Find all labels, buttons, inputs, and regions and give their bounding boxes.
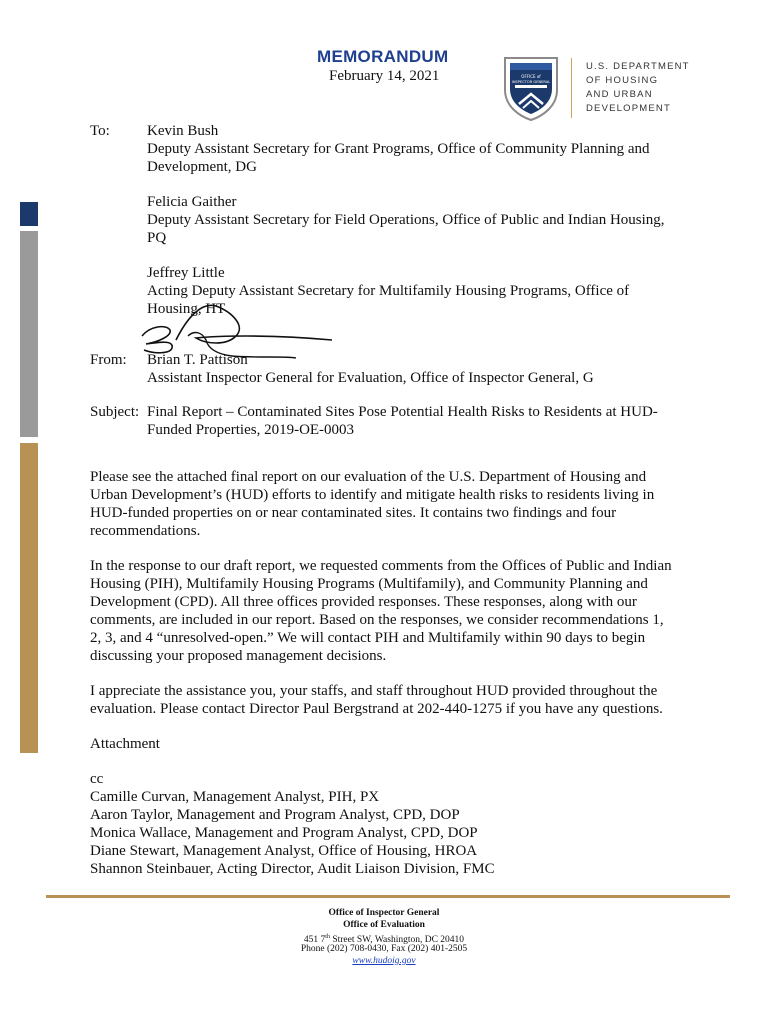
cc-label: cc: [90, 771, 104, 787]
cc-item: Monica Wallace, Management and Program Analyst, CPD, DOP: [90, 825, 478, 841]
dept-line-2: OF HOUSING: [586, 75, 659, 86]
subject-line: Funded Properties, 2019-OE-0003: [147, 422, 355, 438]
oig-seal-icon: [501, 54, 561, 122]
dept-line-3: AND URBAN: [586, 89, 653, 100]
footer-office: Office of Inspector General: [328, 908, 440, 918]
recipient-name: Kevin Bush: [147, 123, 219, 139]
subject-line: Final Report – Contaminated Sites Pose Potential Health Risks to Residents at HUD-: [147, 404, 658, 420]
body-line: Development (CPD). All three offices provided responses. These responses, along with our: [90, 594, 637, 610]
recipient-title: Housing, HT: [147, 301, 226, 317]
recipient-title: Deputy Assistant Secretary for Field Operations, Office of Public and Indian Housing,: [147, 212, 665, 228]
body-line: Housing (PIH), Multifamily Housing Programs (Multifamily), and Community Planning and: [90, 576, 648, 592]
recipient-title: Development, DG: [147, 159, 257, 175]
side-bar-gold: [20, 443, 38, 753]
body-line: HUD-funded properties on or near contaminated sites. It contains two findings and four: [90, 505, 617, 521]
body-line: Urban Development’s (HUD) efforts to identify and mitigate health risks to residents living in: [90, 487, 655, 503]
body-line: recommendations.: [90, 523, 201, 539]
recipient-title: PQ: [147, 230, 167, 246]
subject-label: Subject:: [90, 404, 140, 420]
cc-item: Aaron Taylor, Management and Program Analyst, CPD, DOP: [90, 807, 460, 823]
body-line: evaluation. Please contact Director Paul Bergstrand at 202-440-1275 if you have any questions.: [90, 701, 663, 717]
to-label: To:: [90, 123, 110, 139]
body-line: Please see the attached final report on our evaluation of the U.S. Department of Housing and: [90, 469, 647, 485]
cc-item: Camille Curvan, Management Analyst, PIH, PX: [90, 789, 380, 805]
body-line: discussing your proposed management decisions.: [90, 648, 387, 664]
footer-divider: [46, 895, 730, 898]
side-bar-gray: [20, 231, 38, 437]
body-line: In the response to our draft report, we requested comments from the Offices of Public and Indian: [90, 558, 672, 574]
svg-text:INSPECTOR GENERAL: INSPECTOR GENERAL: [511, 80, 551, 84]
attachment-label: Attachment: [90, 736, 160, 752]
footer-website-wrap: [0, 955, 768, 967]
dept-line-1: U.S. DEPARTMENT: [586, 61, 690, 72]
dept-divider: [571, 58, 572, 118]
from-name: Brian T. Pattison: [147, 352, 248, 368]
body-line: comments, are included in our report. Based on the responses, we consider recommendations 1,: [90, 612, 664, 628]
recipient-name: Felicia Gaither: [147, 194, 237, 210]
memo-date: February 14, 2021: [329, 68, 440, 84]
cc-item: Shannon Steinbauer, Acting Director, Audit Liaison Division, FMC: [90, 861, 495, 877]
from-label: From:: [90, 352, 127, 368]
body-line: I appreciate the assistance you, your staffs, and staff throughout HUD provided throughout the: [90, 683, 658, 699]
from-title: Assistant Inspector General for Evaluation, Office of Inspector General, G: [147, 370, 594, 386]
memo-title: MEMORANDUM: [317, 47, 449, 66]
side-bar-navy: [20, 202, 38, 226]
footer-website-link[interactable]: www.hudoig.gov: [352, 956, 416, 966]
footer-phone: Phone (202) 708-0430, Fax (202) 401-2505: [300, 944, 468, 954]
svg-text:OFFICE of: OFFICE of: [521, 74, 541, 79]
footer-address-number: 451 7: [303, 935, 326, 946]
recipient-name: Jeffrey Little: [147, 265, 225, 281]
cc-item: Diane Stewart, Management Analyst, Office of Housing, HROA: [90, 843, 478, 859]
body-line: 2, 3, and 4 “unresolved-open.” We will contact PIH and Multifamily within 90 days to begin: [90, 630, 646, 646]
dept-line-4: DEVELOPMENT: [586, 103, 671, 114]
recipient-title: Acting Deputy Assistant Secretary for Multifamily Housing Programs, Office of: [147, 283, 630, 299]
footer-address-street: Street SW, Washington, DC 20410: [329, 935, 465, 946]
footer-address-ordinal: th: [325, 934, 330, 940]
recipient-title: Deputy Assistant Secretary for Grant Programs, Office of Community Planning and: [147, 141, 650, 157]
footer-division: Office of Evaluation: [343, 920, 425, 930]
